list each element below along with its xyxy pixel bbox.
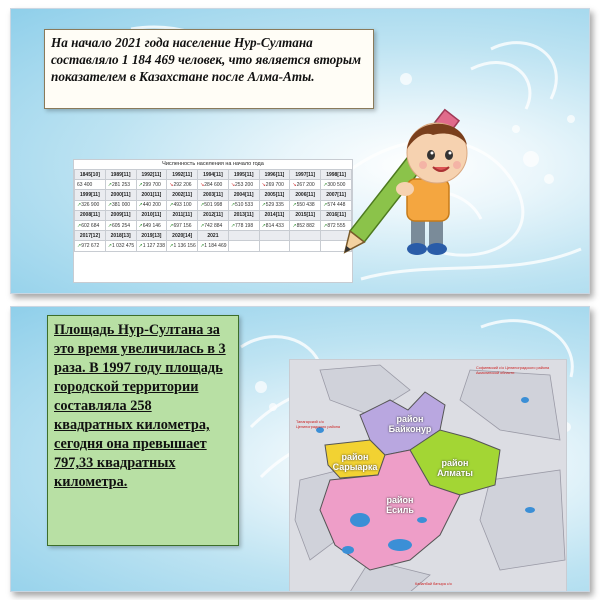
value-cell [75, 180, 106, 190]
trend-up-icon: ↗ [107, 242, 112, 249]
table-value-row [75, 200, 352, 210]
population-value: 602 684 [81, 222, 100, 229]
area-text: Площадь Нур-Султана за это время увеличилась в 3 раза. В 1997 году площадь городской территории составляла 258 квадратных километра, сегодня она превышает 797,33 квадратных километра. [54, 322, 226, 490]
population-value: 284 600 [204, 181, 223, 188]
trend-up-icon: ↗ [261, 222, 266, 229]
trend-down-icon: ↘ [261, 181, 266, 188]
trend-up-icon: ↗ [77, 222, 82, 229]
year-cell: 2018[13] [105, 231, 136, 241]
table-value-row [75, 180, 352, 190]
year-cell: 2016[11] [321, 210, 352, 220]
slide-population [10, 8, 590, 294]
trend-up-icon: ↗ [323, 202, 328, 209]
value-cell [75, 241, 106, 251]
population-value: 253 200 [235, 181, 254, 188]
label-tapagarsky: Тапагарский с/о Целиноградского района [296, 420, 341, 429]
population-value: 510 533 [235, 202, 254, 209]
year-cell: 2004[11] [228, 190, 259, 200]
year-cell: 2003[11] [198, 190, 229, 200]
year-cell: 1998[11] [321, 170, 352, 180]
value-cell [228, 200, 259, 210]
value-cell [136, 220, 167, 230]
label-sofievsky: Софиевский с/о Целиноградского района Акмолинской области [476, 366, 550, 375]
year-cell: 2001[11] [136, 190, 167, 200]
trend-up-icon: ↗ [77, 242, 82, 249]
year-cell: 2014[11] [259, 210, 290, 220]
value-cell [136, 180, 167, 190]
table-value-row [75, 220, 352, 230]
value-cell [290, 220, 321, 230]
population-text: На начало 2021 года население Нур-Султана составляло 1 184 469 человек, что является вторым показателем в Казахстане после Алма-Аты. [51, 35, 362, 84]
trend-up-icon: ↗ [107, 222, 112, 229]
year-cell: 1992[11] [136, 170, 167, 180]
trend-up-icon: ↗ [200, 242, 205, 249]
trend-down-icon: ↘ [200, 181, 205, 188]
population-value: 550 438 [296, 202, 315, 209]
label-saryarka: район Сарыарка [332, 452, 378, 472]
population-value: 852 882 [296, 222, 315, 229]
city-districts-map [289, 359, 567, 592]
population-value: 697 156 [173, 222, 192, 229]
value-cell [228, 180, 259, 190]
table-year-row [75, 210, 352, 220]
year-cell: 2021 [198, 231, 229, 241]
year-cell: 2009[11] [105, 210, 136, 220]
population-value: 529 335 [265, 202, 284, 209]
population-value: 1 127 238 [142, 242, 165, 249]
table-value-row [75, 241, 352, 251]
population-value: 605 254 [111, 222, 131, 229]
table-year-row [75, 190, 352, 200]
trend-up-icon: ↗ [138, 202, 143, 209]
population-value: 574 448 [327, 202, 346, 209]
trend-up-icon: ↗ [292, 222, 297, 229]
label-almaty: район Алматы [437, 458, 473, 478]
trend-up-icon: ↗ [323, 222, 328, 229]
population-value: 872 555 [327, 222, 346, 229]
trend-up-icon: ↗ [77, 202, 82, 209]
year-cell: 1992[11] [167, 170, 198, 180]
population-value: 292 206 [173, 181, 192, 188]
value-cell [198, 241, 229, 251]
year-cell: 2008[11] [75, 210, 106, 220]
value-cell [290, 200, 321, 210]
year-cell: 2005[11] [259, 190, 290, 200]
population-value: 972 672 [81, 242, 100, 249]
boy-with-pencil-illustration [341, 97, 491, 262]
value-cell [259, 200, 290, 210]
value-cell [228, 241, 259, 251]
value-cell [167, 180, 198, 190]
population-table [73, 159, 353, 283]
year-cell: 1997[11] [290, 170, 321, 180]
value-cell [259, 220, 290, 230]
value-cell [167, 220, 198, 230]
population-value: 267 200 [296, 181, 315, 188]
value-cell [105, 180, 136, 190]
table-year-row [75, 231, 352, 241]
trend-up-icon: ↗ [169, 222, 174, 229]
trend-up-icon: ↗ [138, 242, 143, 249]
value-cell [198, 180, 229, 190]
year-cell: 1995[11] [228, 170, 259, 180]
trend-up-icon: ↗ [200, 202, 205, 209]
trend-up-icon: ↗ [169, 202, 174, 209]
trend-up-icon: ↗ [169, 242, 174, 249]
year-cell: 2017[12] [75, 231, 106, 241]
year-cell: 2011[11] [167, 210, 198, 220]
population-text-box [44, 29, 374, 109]
year-cell: 1845[10] [75, 170, 106, 180]
population-value: 299 700 [142, 181, 161, 188]
value-cell [136, 241, 167, 251]
trend-down-icon: ↘ [230, 181, 236, 188]
value-cell [259, 180, 290, 190]
year-cell: 1989[11] [105, 170, 136, 180]
trend-up-icon: ↗ [230, 202, 236, 209]
trend-up-icon: ↗ [292, 202, 297, 209]
population-grid [74, 169, 352, 252]
population-value: 1 184 469 [204, 242, 227, 249]
year-cell: 2012[11] [198, 210, 229, 220]
trend-up-icon: ↗ [138, 181, 143, 188]
value-cell [259, 241, 290, 251]
population-value: 649 146 [142, 222, 161, 229]
trend-up-icon: ↗ [261, 202, 266, 209]
year-cell: 2002[11] [167, 190, 198, 200]
table-year-row [75, 170, 352, 180]
population-value: 501 998 [204, 202, 223, 209]
trend-down-icon: ↘ [292, 181, 297, 188]
value-cell [198, 200, 229, 210]
population-value: 1 136 156 [173, 242, 196, 249]
label-kabanbay: Кабанбай батыра с/о [415, 582, 452, 586]
population-value: 1 032 475 [111, 242, 135, 249]
year-cell: 2020[14] [167, 231, 198, 241]
year-cell: 2000[11] [105, 190, 136, 200]
population-value: 742 884 [204, 222, 223, 229]
trend-down-icon: ↘ [169, 181, 174, 188]
year-cell [259, 231, 290, 241]
value-cell [167, 200, 198, 210]
population-value: 300 500 [327, 181, 346, 188]
population-value: 326 900 [81, 202, 100, 209]
year-cell [290, 231, 321, 241]
label-esil: район Есиль [386, 495, 414, 515]
value-cell [136, 200, 167, 210]
population-value: 440 200 [142, 202, 161, 209]
value-cell [290, 241, 321, 251]
value-cell [290, 180, 321, 190]
value-cell [228, 220, 259, 230]
trend-up-icon: ↗ [200, 222, 205, 229]
population-value: 281 253 [111, 181, 131, 188]
population-value: 778 198 [235, 222, 254, 229]
population-value: 269 700 [265, 181, 284, 188]
year-cell: 2010[11] [136, 210, 167, 220]
value-cell [198, 220, 229, 230]
population-value: 814 433 [265, 222, 284, 229]
year-cell: 2013[11] [228, 210, 259, 220]
year-cell: 2019[13] [136, 231, 167, 241]
trend-up-icon: ↗ [107, 202, 112, 209]
year-cell: 1996[11] [259, 170, 290, 180]
label-baikonur: район Байконур [388, 414, 432, 434]
year-cell: 2006[11] [290, 190, 321, 200]
year-cell: 1999[11] [75, 190, 106, 200]
year-cell [228, 231, 259, 241]
year-cell: 1994[11] [198, 170, 229, 180]
table-caption: Численность населения на начало года [162, 161, 264, 167]
year-cell: 2007[11] [321, 190, 352, 200]
year-cell: 2015[11] [290, 210, 321, 220]
trend-up-icon: ↗ [323, 181, 328, 188]
value-cell [105, 200, 136, 210]
value-cell [105, 220, 136, 230]
trend-up-icon: ↗ [138, 222, 143, 229]
trend-up-icon: ↗ [230, 222, 236, 229]
slide-area [10, 306, 590, 592]
population-value: 63 400 [77, 181, 93, 188]
value-cell [167, 241, 198, 251]
value-cell [75, 220, 106, 230]
value-cell [75, 200, 106, 210]
value-cell [105, 241, 136, 251]
population-value: 493 100 [173, 202, 192, 209]
population-value: 381 000 [111, 202, 131, 209]
area-text-box [47, 315, 239, 546]
trend-up-icon: ↗ [107, 181, 112, 188]
districts-map-graphic [290, 360, 566, 592]
